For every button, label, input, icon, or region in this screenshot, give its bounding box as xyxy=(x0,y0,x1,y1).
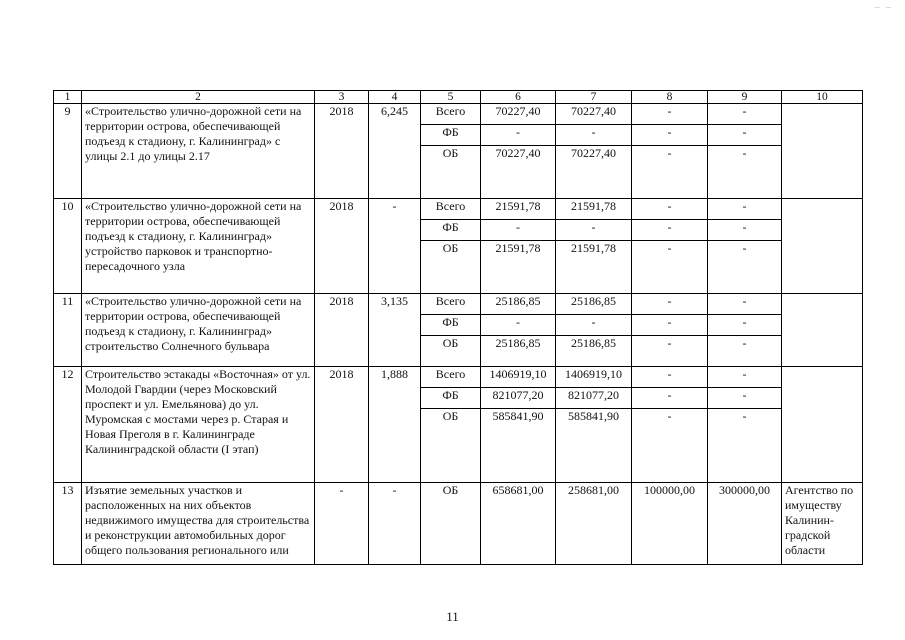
column-number: 6 xyxy=(481,91,556,104)
amount-cell: 70227,40 xyxy=(481,104,556,125)
amount-cell: 821077,20 xyxy=(556,388,632,409)
page-number: 11 xyxy=(446,609,459,624)
amount-cell: 25186,85 xyxy=(481,336,556,367)
length-cell: 3,135 xyxy=(369,294,421,367)
amount-cell: - xyxy=(632,241,708,294)
length-cell: 6,245 xyxy=(369,104,421,199)
object-name: «Строительство улично-дорожной сети на территории острова, обеспечивающей подъезд к стадиону, г. Калининград» устройство парковок и транспортно-пересадочного узла xyxy=(82,199,315,294)
executor-cell: Агентство по имуществу Калинин-градской области xyxy=(782,483,863,565)
amount-cell: - xyxy=(556,315,632,336)
column-number: 5 xyxy=(421,91,481,104)
row-number: 10 xyxy=(54,199,82,294)
amount-cell: 21591,78 xyxy=(481,199,556,220)
length-cell: 1,888 xyxy=(369,367,421,483)
funding-source: ФБ xyxy=(421,315,481,336)
table-row xyxy=(54,294,863,315)
funding-source: ОБ xyxy=(421,241,481,294)
budget-table xyxy=(53,90,863,565)
amount-cell: - xyxy=(632,199,708,220)
amount-cell: - xyxy=(708,241,782,294)
length-cell: - xyxy=(369,199,421,294)
table-row xyxy=(54,367,863,388)
funding-source: ФБ xyxy=(421,125,481,146)
amount-cell: - xyxy=(632,146,708,199)
amount-cell: - xyxy=(632,336,708,367)
row-number: 11 xyxy=(54,294,82,367)
table-row xyxy=(54,104,863,125)
column-number: 9 xyxy=(708,91,782,104)
object-name: «Строительство улично-дорожной сети на территории острова, обеспечивающей подъезд к стадиону, г. Калининград» с улицы 2.1 до улицы 2.17 xyxy=(82,104,315,199)
funding-source: ФБ xyxy=(421,220,481,241)
amount-cell: - xyxy=(708,367,782,388)
amount-cell: - xyxy=(632,104,708,125)
year-cell: 2018 xyxy=(315,199,369,294)
amount-cell: 1406919,10 xyxy=(556,367,632,388)
amount-cell: - xyxy=(556,220,632,241)
row-number: 13 xyxy=(54,483,82,565)
amount-cell: 21591,78 xyxy=(556,199,632,220)
amount-cell: - xyxy=(632,125,708,146)
length-cell: - xyxy=(369,483,421,565)
amount-cell: - xyxy=(632,388,708,409)
amount-cell: - xyxy=(708,388,782,409)
amount-cell: 70227,40 xyxy=(556,146,632,199)
amount-cell: - xyxy=(708,199,782,220)
amount-cell: - xyxy=(708,104,782,125)
amount-cell: - xyxy=(632,220,708,241)
amount-cell: - xyxy=(481,315,556,336)
amount-cell: 70227,40 xyxy=(481,146,556,199)
column-number: 3 xyxy=(315,91,369,104)
year-cell: 2018 xyxy=(315,294,369,367)
amount-cell: - xyxy=(708,315,782,336)
amount-cell: 25186,85 xyxy=(556,336,632,367)
object-name: Изъятие земельных участков и расположенных на них объектов недвижимого имущества для строительства и реконструкции автомобильных дорог общего пользования регионального или xyxy=(82,483,315,565)
funding-source: ОБ xyxy=(421,409,481,483)
amount-cell: - xyxy=(708,220,782,241)
object-name: «Строительство улично-дорожной сети на территории острова, обеспечивающей подъезд к стадиону, г. Калининград» строительство Солнечного бульвара xyxy=(82,294,315,367)
amount-cell: 300000,00 xyxy=(708,483,782,565)
column-number-row xyxy=(54,91,863,104)
amount-cell: 585841,90 xyxy=(481,409,556,483)
amount-cell: - xyxy=(708,146,782,199)
funding-source: Всего xyxy=(421,199,481,220)
funding-source: ОБ xyxy=(421,146,481,199)
amount-cell: 658681,00 xyxy=(481,483,556,565)
amount-cell: - xyxy=(632,294,708,315)
executor-cell xyxy=(782,367,863,483)
amount-cell: - xyxy=(481,220,556,241)
funding-source: ОБ xyxy=(421,336,481,367)
amount-cell: - xyxy=(708,125,782,146)
amount-cell: 821077,20 xyxy=(481,388,556,409)
amount-cell: 585841,90 xyxy=(556,409,632,483)
corner-mark: – – xyxy=(874,2,893,13)
funding-source: Всего xyxy=(421,294,481,315)
amount-cell: 21591,78 xyxy=(481,241,556,294)
column-number: 4 xyxy=(369,91,421,104)
row-number: 9 xyxy=(54,104,82,199)
column-number: 1 xyxy=(54,91,82,104)
executor-cell xyxy=(782,199,863,294)
executor-cell xyxy=(782,104,863,199)
amount-cell: 21591,78 xyxy=(556,241,632,294)
column-number: 2 xyxy=(82,91,315,104)
year-cell: 2018 xyxy=(315,367,369,483)
row-number: 12 xyxy=(54,367,82,483)
amount-cell: - xyxy=(481,125,556,146)
amount-cell: 25186,85 xyxy=(481,294,556,315)
object-name: Строительство эстакады «Восточная» от ул. Молодой Гвардии (через Московский проспект и ул. Емельянова) до ул. Муромская с мостами через р. Старая и Новая Преголя в г. Калининграде Калининградской области (I этап) xyxy=(82,367,315,483)
amount-cell: 25186,85 xyxy=(556,294,632,315)
funding-source: ФБ xyxy=(421,388,481,409)
amount-cell: - xyxy=(708,409,782,483)
amount-cell: 70227,40 xyxy=(556,104,632,125)
table-row xyxy=(54,199,863,220)
amount-cell: - xyxy=(556,125,632,146)
funding-source: ОБ xyxy=(421,483,481,565)
amount-cell: 100000,00 xyxy=(632,483,708,565)
column-number: 7 xyxy=(556,91,632,104)
amount-cell: - xyxy=(708,336,782,367)
year-cell: - xyxy=(315,483,369,565)
amount-cell: - xyxy=(708,294,782,315)
amount-cell: - xyxy=(632,315,708,336)
funding-source: Всего xyxy=(421,367,481,388)
table-row xyxy=(54,483,863,565)
executor-cell xyxy=(782,294,863,367)
year-cell: 2018 xyxy=(315,104,369,199)
funding-source: Всего xyxy=(421,104,481,125)
column-number: 10 xyxy=(782,91,863,104)
amount-cell: - xyxy=(632,367,708,388)
amount-cell: 1406919,10 xyxy=(481,367,556,388)
amount-cell: - xyxy=(632,409,708,483)
column-number: 8 xyxy=(632,91,708,104)
amount-cell: 258681,00 xyxy=(556,483,632,565)
